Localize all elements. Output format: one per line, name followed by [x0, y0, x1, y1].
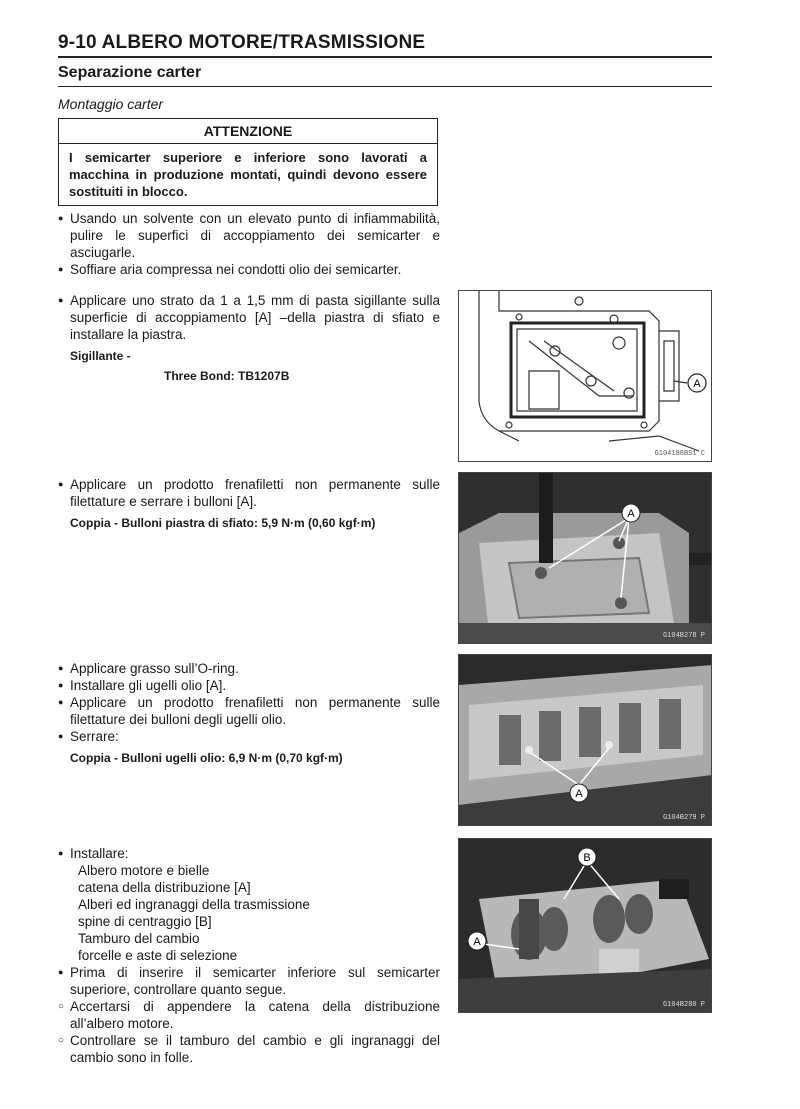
- callout-label: A: [473, 936, 481, 948]
- callout-label: B: [583, 852, 591, 864]
- step-item: ● Prima di inserire il semicarter inferiore sul semicarter superiore, controllare quanto segue.: [58, 964, 440, 998]
- step-bolts: [58, 476, 440, 531]
- callout-label: A: [575, 788, 583, 800]
- warning-text: I semicarter superiore e inferiore sono lavorati a macchina in produzione montati, quindi devono essere sostituiti in blocco.: [69, 150, 427, 199]
- step-item: ● Applicare uno strato da 1 a 1,5 mm di pasta sigillante sulla superficie di accoppiamento [A] –della piastra di sfiato e installare la piastra.: [58, 292, 440, 343]
- part-item: catena della distribuzione [A]: [78, 880, 251, 895]
- part-item: spine di centraggio [B]: [78, 914, 212, 929]
- figure-oil-jets-photo: [458, 654, 712, 826]
- step-item: ● Usando un solvente con un elevato punto di infiammabilità, pulire le superfici di accoppiamento dei semicarter e asciugarle.: [58, 210, 440, 261]
- step-install: [58, 845, 440, 1066]
- figure-breather-bolts-photo: [458, 472, 712, 644]
- breather-plate-illustration: [459, 291, 712, 462]
- steps-clean: [58, 210, 440, 278]
- spec-value: Three Bond: TB1207B: [164, 369, 290, 383]
- figure-code: G104188BS1 C: [654, 450, 705, 458]
- step-item: ● Soffiare aria compressa nei condotti olio dei semicarter.: [58, 261, 440, 278]
- step-oil-jets: [58, 660, 440, 766]
- callout-label: A: [627, 508, 635, 520]
- step-item: ● Applicare un prodotto frenafiletti non permanente sulle filettature dei bulloni degli ugelli olio.: [58, 694, 440, 728]
- header-rule: [58, 56, 712, 58]
- section-rule: [58, 86, 712, 87]
- spec-label: Sigillante -: [70, 349, 131, 363]
- figure-code: G104B278 P: [662, 632, 705, 640]
- step-sealant: [58, 292, 440, 384]
- warning-box: [58, 118, 438, 206]
- check-item: ○ Controllare se il tamburo del cambio e gli ingranaggi del cambio sono in folle.: [58, 1032, 440, 1066]
- warning-title: ATTENZIONE: [59, 119, 437, 144]
- step-item: ● Serrare:: [58, 728, 440, 745]
- torque-spec: Coppia - Bulloni ugelli olio: 6,9 N·m (0,70 kgf·m): [70, 751, 343, 765]
- part-item: forcelle e aste di selezione: [78, 948, 238, 963]
- callout-label: A: [693, 378, 701, 390]
- figure-code: G104B280 P: [662, 1001, 705, 1009]
- section-title: Separazione carter: [58, 64, 202, 81]
- page-header-title: 9-10 ALBERO MOTORE/TRASMISSIONE: [58, 32, 426, 53]
- step-item: ● Installare gli ugelli olio [A].: [58, 677, 440, 694]
- step-item: ● Applicare un prodotto frenafiletti non permanente sulle filettature e serrare i bulloni [A].: [58, 476, 440, 510]
- step-item: ● Installare:: [58, 845, 440, 862]
- figure-breather-plate-drawing: [458, 290, 712, 462]
- check-item: ○ Accertarsi di appendere la catena della distribuzione all’albero motore.: [58, 998, 440, 1032]
- crankcase-photo: [459, 655, 712, 826]
- part-item: Albero motore e bielle: [78, 863, 210, 878]
- figure-code: G104B279 P: [662, 814, 705, 822]
- figure-crankshaft-transmission-photo: [458, 838, 712, 1013]
- torque-spec: Coppia - Bulloni piastra di sfiato: 5,9 N·m (0,60 kgf·m): [70, 516, 376, 530]
- engine-case-photo: [459, 473, 712, 644]
- step-item: ● Applicare grasso sull’O-ring.: [58, 660, 440, 677]
- part-item: Alberi ed ingranaggi della trasmissione: [78, 897, 310, 912]
- subsection-title: Montaggio carter: [58, 96, 164, 112]
- part-item: Tamburo del cambio: [78, 931, 200, 946]
- transmission-photo: [459, 839, 712, 1013]
